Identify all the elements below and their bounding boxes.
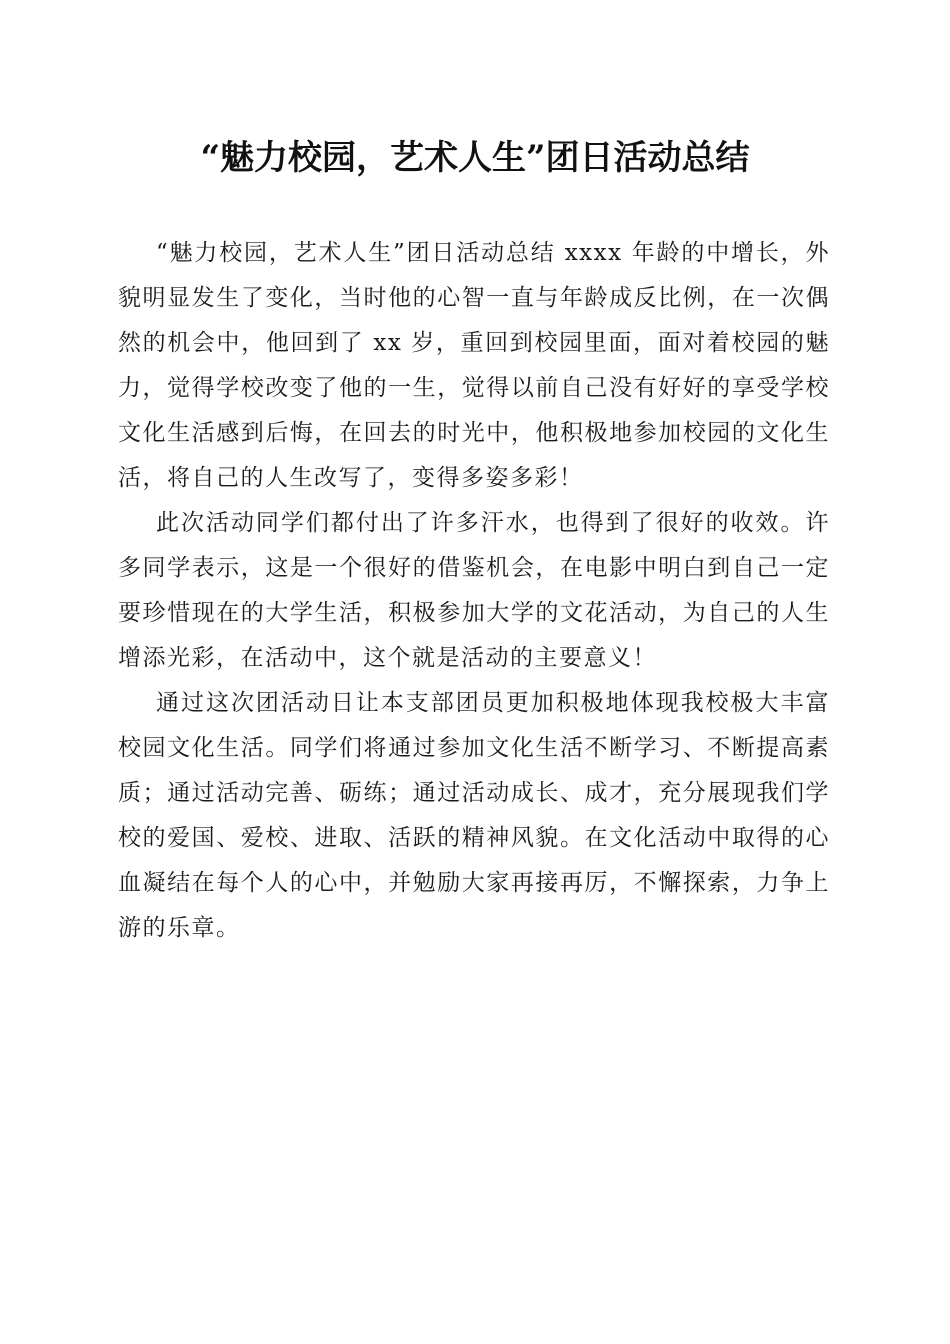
paragraph-2: 此次活动同学们都付出了许多汗水，也得到了很好的收效。许多同学表示，这是一个很好的借鉴机会，在电影中明白到自己一定要珍惜现在的大学生活，积极参加大学的文花活动，为自己的人生增添光彩，在活动中，这个就是活动的主要意义！ [118, 510, 830, 671]
paragraph-3: 通过这次团活动日让本支部团员更加积极地体现我校极大丰富校园文化生活。同学们将通过参加文化生活不断学习、不断提高素质；通过活动完善、砺练；通过活动成长、成才，充分展现我们学校的爱国、爱校、进取、活跃的精神风貌。在文化活动中取得的心血凝结在每个人的心中，并勉励大家再接再厉，不懈探索，力争上游的乐章。 [118, 690, 830, 941]
document-body [118, 231, 830, 951]
document-title: “魅力校园，艺术人生”团日活动总结 [200, 138, 750, 178]
paragraph-1: “魅力校园，艺术人生”团日活动总结 xxxx 年龄的中增长，外貌明显发生了变化，当时他的心智一直与年龄成反比例，在一次偶然的机会中，他回到了 xx 岁，重回到校园里面，面对着校园的魅力，觉得学校改变了他的一生，觉得以前自己没有好好的享受学校文化生活感到后悔，在回去的时光中，他积极地参加校园的文化生活，将自己的人生改写了，变得多姿多彩！ [118, 240, 830, 491]
